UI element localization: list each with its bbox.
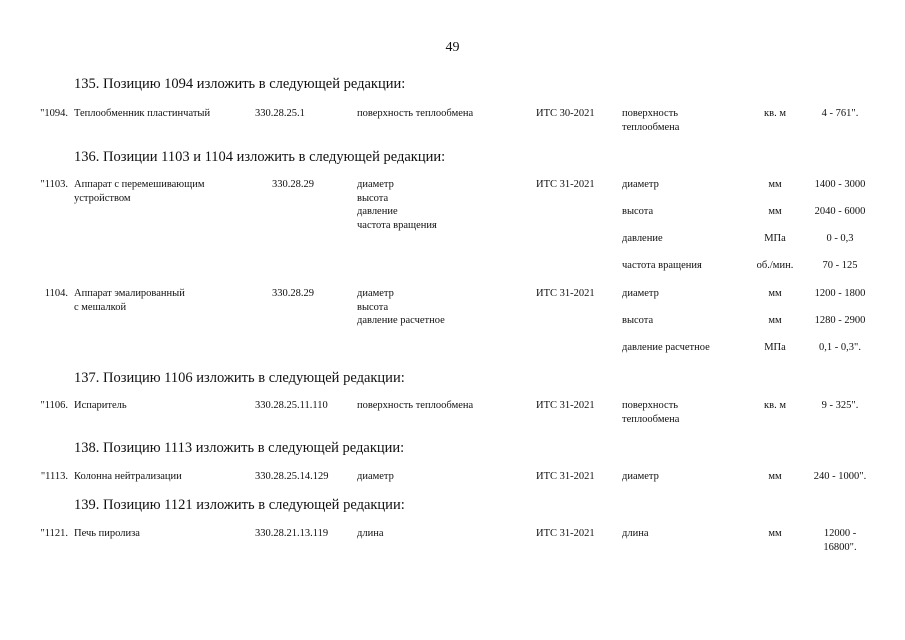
parameter-range [800,314,880,328]
parameter-name [622,232,742,246]
equipment-name [74,399,254,413]
equipment-name [74,287,254,314]
equipment-name-line: Аппарат с перемешивающим [74,179,205,190]
characteristics-list [357,527,527,541]
characteristic-line: высота [357,192,389,204]
parameter-name-line: диаметр [622,471,659,482]
page-number: 49 [445,40,460,55]
parameter-name-line: длина [622,528,649,539]
section-heading-139: 139. Позицию 1121 изложить в следующей редакции: [74,497,405,513]
characteristic-line: давление [357,206,398,217]
characteristic-line: давление расчетное [357,315,445,326]
characteristics-list [357,470,527,484]
equipment-name-line: Теплообменник пластинчатый [74,108,211,119]
parameter-range [800,232,880,246]
okpd-code: 330.28.29 [272,288,314,299]
parameter-name [622,287,742,301]
okpd-code: 330.28.25.1 [255,108,305,119]
equipment-name-line: Печь пиролиза [74,528,140,539]
characteristic-line: диаметр [357,179,394,190]
parameter-name [622,399,742,426]
section-heading-138: 138. Позицию 1113 изложить в следующей редакции: [74,440,405,456]
parameter-range-line: 16800". [823,541,857,553]
parameter-name-line: давление расчетное [622,342,710,353]
parameter-unit: мм [768,179,782,190]
characteristics-list [357,178,527,232]
parameter-range [800,107,880,121]
parameter-range-line: 0,1 - 0,3". [819,342,861,353]
parameter-name-line: поверхность [622,108,679,119]
characteristic-line: поверхность теплообмена [357,400,474,411]
parameter-name [622,205,742,219]
parameter-range-line: 12000 - [823,528,857,539]
parameter-range [800,287,880,301]
parameter-name [622,527,742,541]
equipment-name-line: Испаритель [74,400,127,411]
parameter-range-line: 1280 - 2900 [814,315,866,326]
parameter-name [622,314,742,328]
parameter-name-line: диаметр [622,179,659,190]
position-number: "1106. [40,400,68,411]
parameter-range-line: 1400 - 3000 [814,179,866,190]
parameter-name-line: теплообмена [622,121,680,133]
characteristic-line: диаметр [357,471,394,482]
characteristic-line: диаметр [357,288,394,299]
parameter-range [800,205,880,219]
characteristic-line: длина [357,528,384,539]
its-reference: ИТС 31-2021 [536,288,595,299]
parameter-unit: МПа [764,342,786,353]
parameter-name-line: давление [622,233,663,244]
characteristic-line: высота [357,301,389,313]
equipment-name [74,107,254,121]
parameter-name-line: частота вращения [622,260,702,271]
parameter-unit: кв. м [764,400,786,411]
characteristics-list [357,399,527,413]
equipment-name [74,527,254,541]
characteristic-line: частота вращения [357,219,437,231]
characteristic-line: поверхность теплообмена [357,108,474,119]
position-number: "1113. [40,471,68,482]
parameter-name [622,259,742,273]
parameter-name [622,107,742,134]
parameter-name-line: теплообмена [622,413,680,425]
its-reference: ИТС 31-2021 [536,528,595,539]
parameter-range-line: 4 - 761". [821,108,859,119]
parameter-unit: мм [768,528,782,539]
section-heading-137: 137. Позицию 1106 изложить в следующей редакции: [74,370,405,386]
parameter-range-line: 240 - 1000". [813,471,867,482]
parameter-name-line: поверхность [622,400,679,411]
parameter-range-line: 0 - 0,3 [826,233,854,244]
position-number: "1094. [40,108,68,119]
parameter-range [800,341,880,355]
okpd-code: 330.28.25.14.129 [255,471,329,482]
equipment-name-line: с мешалкой [74,301,127,313]
section-heading-135: 135. Позицию 1094 изложить в следующей редакции: [74,76,406,92]
parameter-unit: мм [768,288,782,299]
position-number: "1121. [40,528,68,539]
parameter-unit: мм [768,315,782,326]
section-heading-136: 136. Позиции 1103 и 1104 изложить в следующей редакции: [74,149,446,165]
parameter-name [622,178,742,192]
its-reference: ИТС 30-2021 [536,108,595,119]
parameter-name [622,341,742,355]
position-number: 1104. [44,288,68,299]
equipment-name-line: устройством [74,192,131,204]
parameter-unit: мм [768,471,782,482]
okpd-code: 330.28.25.11.110 [255,400,328,411]
parameter-name-line: диаметр [622,288,659,299]
parameter-range-line: 1200 - 1800 [814,288,866,299]
characteristics-list [357,107,527,121]
okpd-code: 330.28.21.13.119 [255,528,329,539]
parameter-name [622,470,742,484]
parameter-range-line: 9 - 325". [821,400,859,411]
its-reference: ИТС 31-2021 [536,179,595,190]
parameter-range [800,527,880,554]
parameter-unit: МПа [764,233,786,244]
parameter-unit: мм [768,206,782,217]
parameter-range [800,399,880,413]
characteristics-list [357,287,527,328]
parameter-unit: об./мин. [756,260,794,271]
parameter-range-line: 2040 - 6000 [814,206,866,217]
parameter-name-line: высота [622,206,654,217]
equipment-name [74,178,254,205]
equipment-name-line: Колонна нейтрализации [74,471,182,482]
position-number: "1103. [40,179,68,190]
parameter-name-line: высота [622,315,654,326]
parameter-range [800,259,880,273]
its-reference: ИТС 31-2021 [536,471,595,482]
parameter-range-line: 70 - 125 [822,260,858,271]
equipment-name [74,470,254,484]
parameter-range [800,470,880,484]
okpd-code: 330.28.29 [272,179,314,190]
its-reference: ИТС 31-2021 [536,400,595,411]
equipment-name-line: Аппарат эмалированный [74,288,185,299]
parameter-unit: кв. м [764,108,786,119]
parameter-range [800,178,880,192]
